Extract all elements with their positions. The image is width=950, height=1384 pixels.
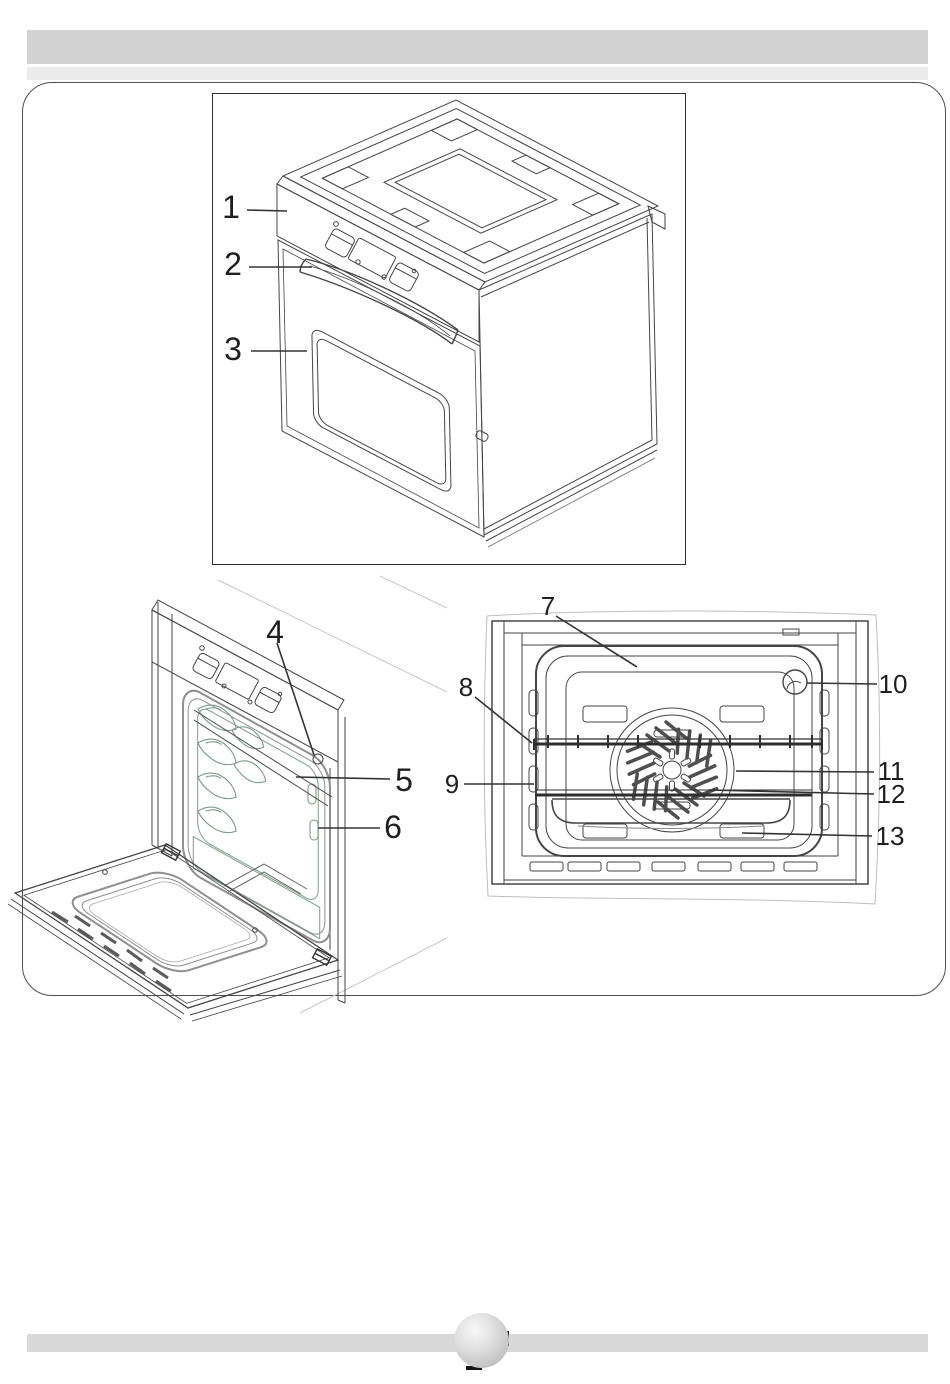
callout-6: 6 <box>384 809 402 845</box>
callout-2: 2 <box>224 246 242 282</box>
leader-line-7 <box>556 616 637 667</box>
thermostat-clamp <box>783 629 799 635</box>
oven-floor <box>193 837 319 939</box>
callout-7: 7 <box>540 591 556 621</box>
fan-cover <box>610 708 734 832</box>
indicator-dot <box>356 260 360 264</box>
bottom-vents <box>530 862 817 871</box>
callout-5: 5 <box>395 762 413 798</box>
right-shelf-guide <box>310 820 318 840</box>
display <box>215 662 259 699</box>
callout-3: 3 <box>224 331 242 367</box>
indicator-dot <box>334 222 339 227</box>
leader-line-1 <box>247 210 287 211</box>
figure-oven-exterior <box>212 93 684 563</box>
door-glass <box>63 869 276 975</box>
leader-line-12 <box>709 790 874 794</box>
door-window <box>312 326 451 495</box>
open-door <box>8 844 342 1021</box>
callout-13: 13 <box>875 821 905 851</box>
display <box>348 238 396 279</box>
door-handle <box>300 259 458 344</box>
callout-8: 8 <box>458 672 474 702</box>
callout-9: 9 <box>444 769 460 799</box>
control-panel <box>152 600 344 762</box>
leader-line-13 <box>742 833 872 836</box>
callout-10: 10 <box>878 669 908 699</box>
subheader-bar <box>27 67 928 80</box>
knob-left <box>192 652 221 680</box>
leader-line-11 <box>736 771 874 772</box>
leader-line-10 <box>807 683 877 684</box>
header-bar <box>27 30 928 64</box>
page-marker-sphere <box>454 1313 509 1368</box>
indicator-dot <box>248 700 252 704</box>
callout-4: 4 <box>266 614 284 650</box>
door-screw <box>103 870 108 875</box>
door-vents <box>52 912 171 991</box>
callout-11: 11 <box>877 756 905 786</box>
floor-hump <box>224 864 307 894</box>
back-wall <box>566 672 794 840</box>
oven-door <box>278 240 489 537</box>
leader-line-5 <box>296 777 390 779</box>
figure-oven-cavity-front <box>440 600 910 920</box>
oven-lamp <box>783 670 807 694</box>
shelf-guides <box>194 699 318 840</box>
knob-right <box>254 686 283 714</box>
indicator-dot <box>200 646 205 651</box>
oven-side-face <box>479 206 665 547</box>
door-support-rods <box>194 710 332 806</box>
knob-right <box>388 262 420 293</box>
callout-12: 12 <box>876 779 906 809</box>
callout-1: 1 <box>222 189 240 225</box>
